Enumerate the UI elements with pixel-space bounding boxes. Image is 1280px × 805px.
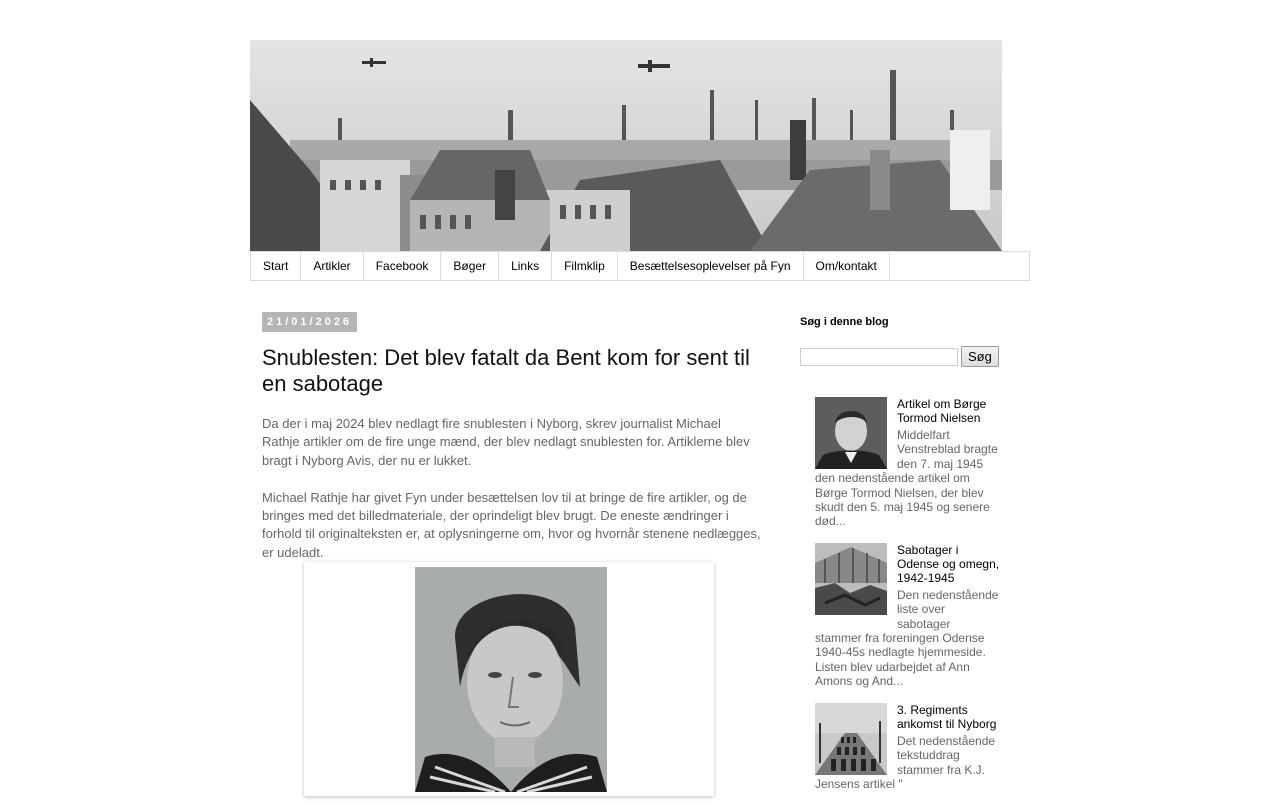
tab-start[interactable]: Start: [251, 252, 301, 280]
popular-post-thumbnail[interactable]: [815, 397, 887, 469]
post-title[interactable]: Snublesten: Det blev fatalt da Bent kom for sent til en sabotage: [262, 345, 750, 396]
popular-post-title[interactable]: Sabotager i Odense og omegn, 1942-1945: [897, 542, 1000, 585]
popular-post-title[interactable]: 3. Regiments ankomst til Nyborg: [897, 702, 997, 731]
popular-post-snippet: Det nedenstående tekstuddrag stammer fra K.J. Jensens artikel ": [815, 733, 996, 791]
popular-post-snippet: Den nedenstående liste over sabotager stammer fra foreningen Odense 1940-45s nedlagte hjemmeside. Listen blev udarbejdet af Ann Amons og And...: [815, 587, 999, 689]
tab-besaettelsesoplevelser[interactable]: Besættelsesoplevelser på Fyn: [618, 252, 804, 280]
tab-artikler[interactable]: Artikler: [301, 252, 363, 280]
tab-om-kontakt[interactable]: Om/kontakt: [804, 252, 890, 280]
regiment-march-thumbnail-image: [815, 703, 887, 775]
post-column: [262, 312, 762, 581]
post-date: 21/01/2026: [262, 312, 357, 332]
tab-filmklip[interactable]: Filmklip: [552, 252, 618, 280]
header-banner-image[interactable]: [250, 40, 1002, 251]
tab-facebook[interactable]: Facebook: [364, 252, 442, 280]
popular-post-item: [815, 543, 1000, 689]
sailor-portrait-image: [415, 567, 607, 792]
post-paragraph: Michael Rathje har givet Fyn under besættelsen lov til at bringe de fire artikler, og de bringes med det billedmateriale, der oprindeligt blev brugt. De eneste ændringer i forhold til originalteksten er, at oplysningerne om, hvor og hvornår stenene nedlægges, er udeladt.: [262, 489, 761, 560]
popular-post-title[interactable]: Artikel om Børge Tormod Nielsen: [897, 397, 987, 425]
sabotage-ruins-thumbnail-image: [815, 543, 887, 615]
popular-posts: [800, 397, 1000, 791]
popular-post-item: [815, 397, 1000, 529]
portrait-photo: [415, 567, 607, 792]
portrait-thumbnail-image: [815, 397, 887, 469]
popular-post-snippet: Middelfart Venstreblad bragte den 7. maj 1945 den nedenstående artikel om Børge Tormod Nielsen, der blev skudt den 5. maj 1945 og senere død...: [815, 428, 998, 529]
popular-post-item: [815, 703, 1000, 792]
search-button[interactable]: Søg: [961, 346, 999, 367]
search-widget-title: Søg i denne blog: [800, 316, 889, 328]
popular-post-thumbnail[interactable]: [815, 543, 887, 615]
post-paragraph: Da der i maj 2024 blev nedlagt fire snublesten i Nyborg, skrev journalist Michael Rathje artikler om de fire unge mænd, der blev nedlagt snublesten for. Artiklerne blev bragt i Nyborg Avis, der nu er lukket.: [262, 416, 750, 468]
page-tabs: [250, 251, 1030, 281]
search-input[interactable]: [800, 348, 958, 366]
post-image-frame[interactable]: [304, 562, 714, 796]
post-body: [262, 415, 762, 562]
popular-post-thumbnail[interactable]: [815, 703, 887, 775]
sidebar: [800, 316, 1000, 805]
search-form: [800, 346, 1000, 367]
tab-boger[interactable]: Bøger: [441, 252, 499, 280]
tab-links[interactable]: Links: [499, 252, 552, 280]
city-rooftops-photo: [250, 40, 1002, 251]
